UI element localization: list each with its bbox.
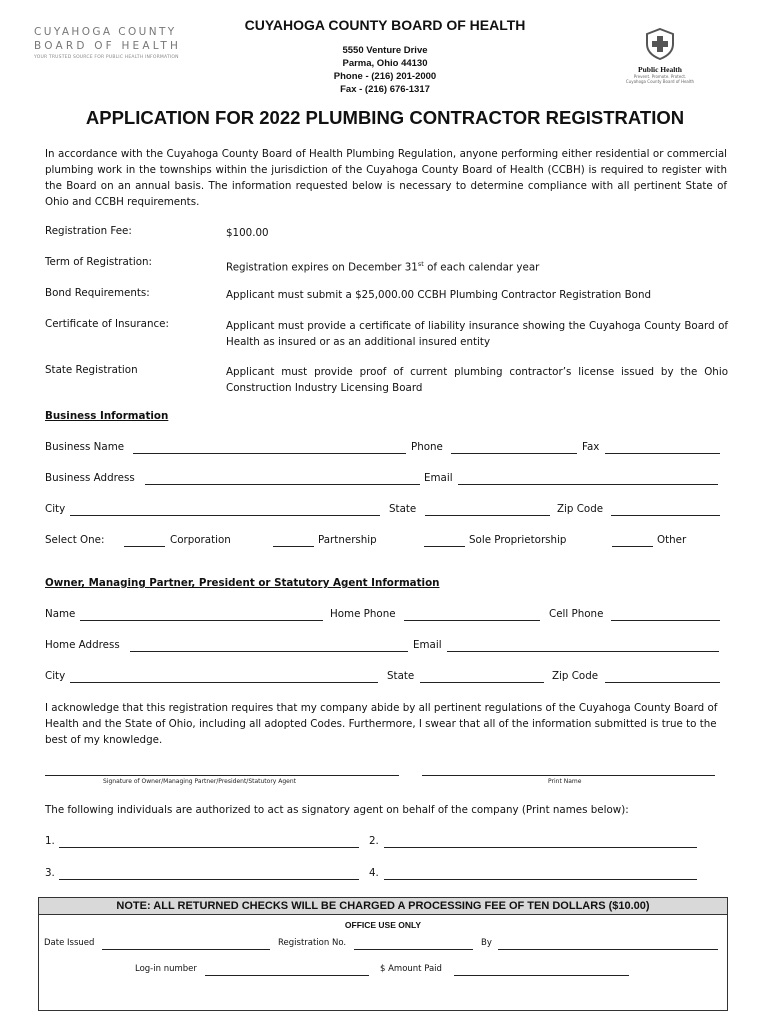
owner-heading: Owner, Managing Partner, President or Statutory Agent Information <box>45 577 440 589</box>
term-value-pre: Registration expires on December 31 <box>226 261 418 274</box>
agent-1-number: 1. <box>45 835 55 847</box>
print-name-line[interactable] <box>422 775 715 776</box>
agent-2-number: 2. <box>369 835 379 847</box>
phone-line: Phone - (216) 201-2000 <box>333 71 437 82</box>
agents-intro: The following individuals are authorized to act as signatory agent on behalf of the company (Print names below): <box>45 804 629 816</box>
logo-tagline: YOUR TRUSTED SOURCE FOR PUBLIC HEALTH INFORMATION <box>34 55 179 60</box>
business-state-input[interactable] <box>425 515 550 516</box>
login-number-label: Log-in number <box>135 964 197 974</box>
business-fax-input[interactable] <box>605 453 720 454</box>
address-line1: 5550 Venture Drive <box>342 45 428 56</box>
other-label: Other <box>657 534 687 546</box>
term-value-post: of each calendar year <box>423 261 540 274</box>
org-address <box>160 44 610 96</box>
org-name: CUYAHOGA COUNTY BOARD OF HEALTH <box>244 17 526 33</box>
owner-name-label: Name <box>45 608 76 620</box>
office-use-box <box>38 897 728 1011</box>
business-phone-label: Phone <box>411 441 443 453</box>
shield-icon <box>645 28 675 60</box>
registration-no-input[interactable] <box>354 949 473 950</box>
business-heading: Business Information <box>45 410 169 422</box>
login-number-input[interactable] <box>205 975 369 976</box>
state-reg-label: State Registration <box>45 364 138 376</box>
business-email-label: Email <box>424 472 453 484</box>
agent-3-input[interactable] <box>59 879 359 880</box>
owner-cell-phone-input[interactable] <box>611 620 720 621</box>
business-phone-input[interactable] <box>451 453 577 454</box>
owner-address-label: Home Address <box>45 639 120 651</box>
print-name-caption: Print Name <box>548 778 582 785</box>
other-checkbox[interactable] <box>612 546 653 547</box>
business-fax-label: Fax <box>582 441 600 453</box>
fax-line: Fax - (216) 676-1317 <box>340 84 430 95</box>
business-address-label: Business Address <box>45 472 135 484</box>
partnership-checkbox[interactable] <box>273 546 314 547</box>
business-zip-label: Zip Code <box>557 503 604 515</box>
agent-4-input[interactable] <box>384 879 697 880</box>
owner-email-input[interactable] <box>447 651 719 652</box>
public-health-logo <box>620 28 700 84</box>
logo-line1: CUYAHOGA COUNTY <box>34 26 177 38</box>
owner-cell-phone-label: Cell Phone <box>549 608 604 620</box>
agent-3-number: 3. <box>45 867 55 879</box>
business-state-label: State <box>389 503 417 515</box>
date-issued-input[interactable] <box>102 949 270 950</box>
owner-zip-label: Zip Code <box>552 670 599 682</box>
signature-line[interactable] <box>45 775 399 776</box>
business-name-input[interactable] <box>133 453 406 454</box>
term-label: Term of Registration: <box>45 256 152 268</box>
sole-proprietorship-label: Sole Proprietorship <box>469 534 567 546</box>
signature-caption: Signature of Owner/Managing Partner/President/Statutory Agent <box>103 778 297 785</box>
business-email-input[interactable] <box>458 484 718 485</box>
ph-tagline: Prevent. Promote. Protect. <box>633 74 687 79</box>
owner-home-phone-label: Home Phone <box>330 608 396 620</box>
address-line2: Parma, Ohio 44130 <box>342 58 428 69</box>
business-city-input[interactable] <box>70 515 380 516</box>
owner-city-label: City <box>45 670 66 682</box>
owner-city-input[interactable] <box>70 682 378 683</box>
returned-checks-note: NOTE: ALL RETURNED CHECKS WILL BE CHARGED A PROCESSING FEE OF TEN DOLLARS ($10.00) <box>39 898 727 915</box>
business-address-input[interactable] <box>145 484 420 485</box>
by-label: By <box>481 938 492 948</box>
agent-4-number: 4. <box>369 867 379 879</box>
owner-email-label: Email <box>413 639 442 651</box>
by-input[interactable] <box>498 949 718 950</box>
date-issued-label: Date Issued <box>44 938 95 948</box>
owner-name-input[interactable] <box>80 620 323 621</box>
agent-2-input[interactable] <box>384 847 697 848</box>
insurance-label: Certificate of Insurance: <box>45 318 169 330</box>
business-city-label: City <box>45 503 66 515</box>
corporation-label: Corporation <box>170 534 231 546</box>
state-reg-value: Applicant must provide proof of current plumbing contractor’s license issued by the Ohio Construction Industry Licensing Board <box>226 366 728 394</box>
fee-value: $100.00 <box>226 227 269 239</box>
select-one-label: Select One: <box>45 534 105 546</box>
amount-paid-input[interactable] <box>454 975 629 976</box>
agent-1-input[interactable] <box>59 847 359 848</box>
amount-paid-label: $ Amount Paid <box>380 964 442 974</box>
owner-state-label: State <box>387 670 415 682</box>
ph-tagline2: Cuyahoga County Board of Health <box>625 79 695 84</box>
owner-zip-input[interactable] <box>605 682 720 683</box>
office-use-title: OFFICE USE ONLY <box>344 920 422 930</box>
acknowledgement-text: I acknowledge that this registration requires that my company abide by all pertinent regulations of the Cuyahoga County Board of Health and the State of Ohio, including all adopted Codes. Furthermore, I swear that all of the information submitted is true to the best of my knowledge. <box>45 702 718 746</box>
owner-home-phone-input[interactable] <box>404 620 540 621</box>
insurance-value: Applicant must provide a certificate of liability insurance showing the Cuyahoga County Board of Health as insured or as an additional insured entity <box>226 320 728 348</box>
partnership-label: Partnership <box>318 534 377 546</box>
business-name-label: Business Name <box>45 441 125 453</box>
logo-line2: BOARD OF HEALTH <box>34 40 182 52</box>
owner-address-input[interactable] <box>130 651 408 652</box>
business-zip-input[interactable] <box>611 515 720 516</box>
bond-value: Applicant must submit a $25,000.00 CCBH Plumbing Contractor Registration Bond <box>226 289 652 301</box>
corporation-checkbox[interactable] <box>124 546 165 547</box>
term-value <box>226 256 728 275</box>
intro-paragraph: In accordance with the Cuyahoga County Board of Health Plumbing Regulation, anyone performing either residential or commercial plumbing work in the townships within the jurisdiction of the Cuyahoga County Board of Health (CCBH) is required to register with the Board on an annual basis. The information requested below is necessary to determine compliance with all pertinent State of Ohio and CCBH requirements. <box>45 148 727 208</box>
owner-state-input[interactable] <box>420 682 544 683</box>
ph-name: Public Health <box>638 65 682 74</box>
page-title: APPLICATION FOR 2022 PLUMBING CONTRACTOR REGISTRATION <box>85 107 685 128</box>
registration-no-label: Registration No. <box>278 938 347 948</box>
bond-label: Bond Requirements: <box>45 287 150 299</box>
sole-proprietorship-checkbox[interactable] <box>424 546 465 547</box>
term-value-sup: st <box>417 260 424 268</box>
fee-label: Registration Fee: <box>45 225 132 237</box>
